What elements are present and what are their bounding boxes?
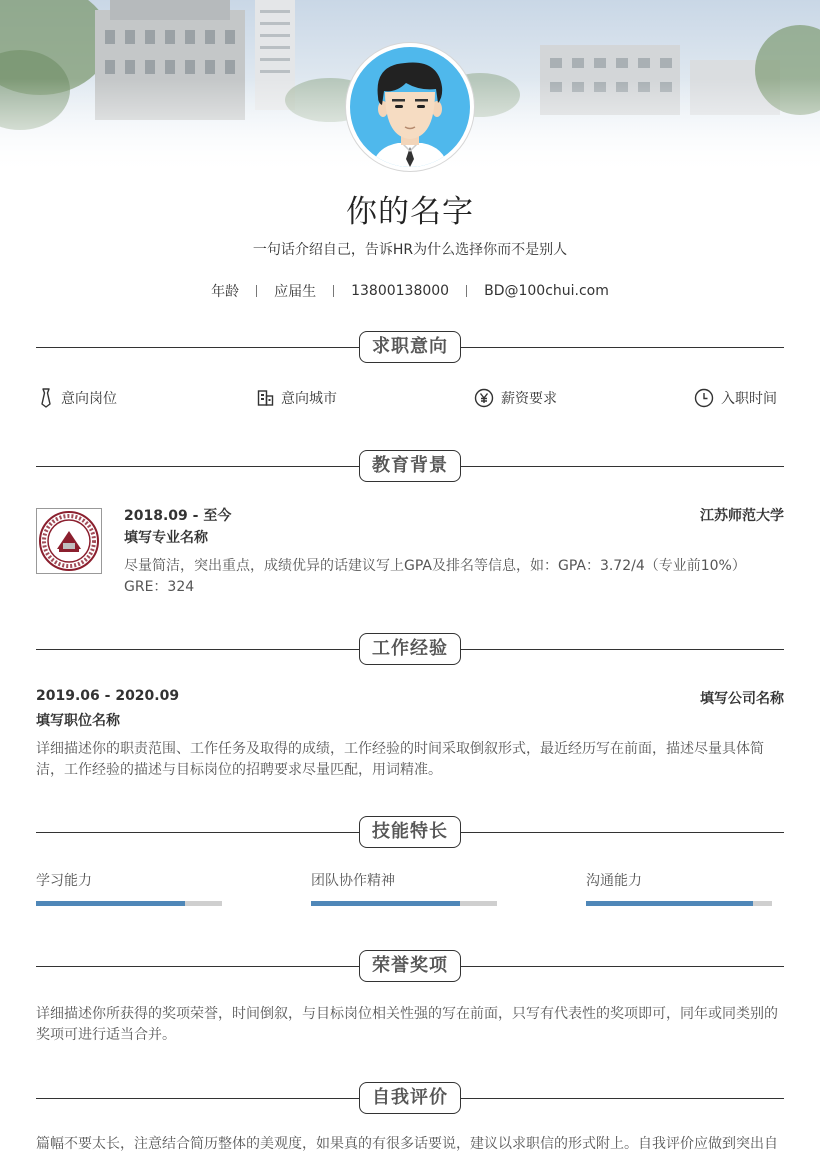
section-honors-title — [36, 950, 784, 984]
separator — [466, 285, 467, 297]
age-field: 年龄 — [211, 284, 240, 300]
intent-row — [36, 388, 784, 410]
skill-name: 沟通能力 — [586, 873, 642, 889]
major-name: 填写专业名称 — [124, 530, 208, 546]
skill-name: 团队协作精神 — [311, 873, 395, 889]
honors-description: 详细描述你所获得的奖项荣誉，时间倒叙，与目标岗位相关性强的写在前面，只写有代表性的奖项即可，同年或同类别的奖项可进行适当合并。 — [36, 1006, 778, 1043]
skill-bar-track — [311, 901, 497, 906]
skill-item — [586, 870, 772, 890]
yen-icon — [474, 388, 494, 408]
section-label: 自我评价 — [359, 1082, 461, 1114]
work-description: 详细描述你的职责范围、工作任务及取得的成绩，工作经验的时间采取倒叙形式，最近经历写在前面，描述尽量具体简洁，工作经验的描述与目标岗位的招聘要求尽量匹配，用词精准。 — [36, 741, 764, 778]
section-label: 教育背景 — [359, 450, 461, 482]
candidate-name: 你的名字 — [346, 194, 474, 230]
section-skills-title — [36, 816, 784, 850]
section-education-title — [36, 450, 784, 484]
intent-city — [257, 388, 337, 408]
company-name: 填写公司名称 — [700, 691, 784, 707]
skill-item — [36, 870, 222, 890]
skill-bar-fill — [36, 901, 185, 906]
skill-bar-fill — [586, 901, 753, 906]
intent-label: 意向岗位 — [61, 391, 117, 407]
status-field: 应届生 — [274, 284, 317, 300]
school-seal-icon — [37, 509, 101, 573]
section-label: 技能特长 — [359, 816, 461, 848]
skill-bar-track — [586, 901, 772, 906]
skill-bar-fill — [311, 901, 460, 906]
contact-info — [0, 281, 820, 301]
section-self-title — [36, 1082, 784, 1116]
tagline: 一句话介绍自己，告诉HR为什么选择你而不是别人 — [252, 242, 568, 258]
skill-bar-track — [36, 901, 222, 906]
section-label: 荣誉奖项 — [359, 950, 461, 982]
avatar-illustration — [350, 47, 470, 167]
avatar — [346, 43, 474, 171]
education-description: 尽量简洁，突出重点，成绩优异的话建议写上GPA及排名等信息，如：GPA：3.72/4（专业前10%） GRE：324 — [124, 558, 746, 595]
self-evaluation-description: 篇幅不要太长，注意结合简历整体的美观度，如果真的有很多话要说，建议以求职信的形式附上。自我评价应做到突出自 — [36, 1136, 778, 1152]
phone-field: 13800138000 — [351, 283, 450, 299]
school-logo — [36, 508, 102, 574]
section-label: 求职意向 — [359, 331, 461, 363]
skill-name: 学习能力 — [36, 873, 92, 889]
education-date: 2018.09 - 至今 — [124, 508, 232, 524]
building-icon — [257, 389, 274, 407]
skill-item — [311, 870, 497, 890]
intent-salary — [474, 388, 557, 408]
intent-label: 薪资要求 — [501, 391, 557, 407]
section-work-title — [36, 633, 784, 667]
section-label: 工作经验 — [359, 633, 461, 665]
clock-icon — [694, 388, 714, 408]
school-name: 江苏师范大学 — [700, 508, 784, 524]
work-date: 2019.06 - 2020.09 — [36, 688, 180, 704]
position-name: 填写职位名称 — [36, 713, 120, 729]
separator — [333, 285, 334, 297]
email-field: BD@100chui.com — [484, 283, 609, 299]
intent-label: 意向城市 — [281, 391, 337, 407]
tie-icon — [38, 388, 54, 408]
section-intent-title — [36, 331, 784, 365]
separator — [256, 285, 257, 297]
intent-label: 入职时间 — [721, 391, 777, 407]
intent-position — [38, 388, 117, 408]
intent-start-date — [694, 388, 777, 408]
